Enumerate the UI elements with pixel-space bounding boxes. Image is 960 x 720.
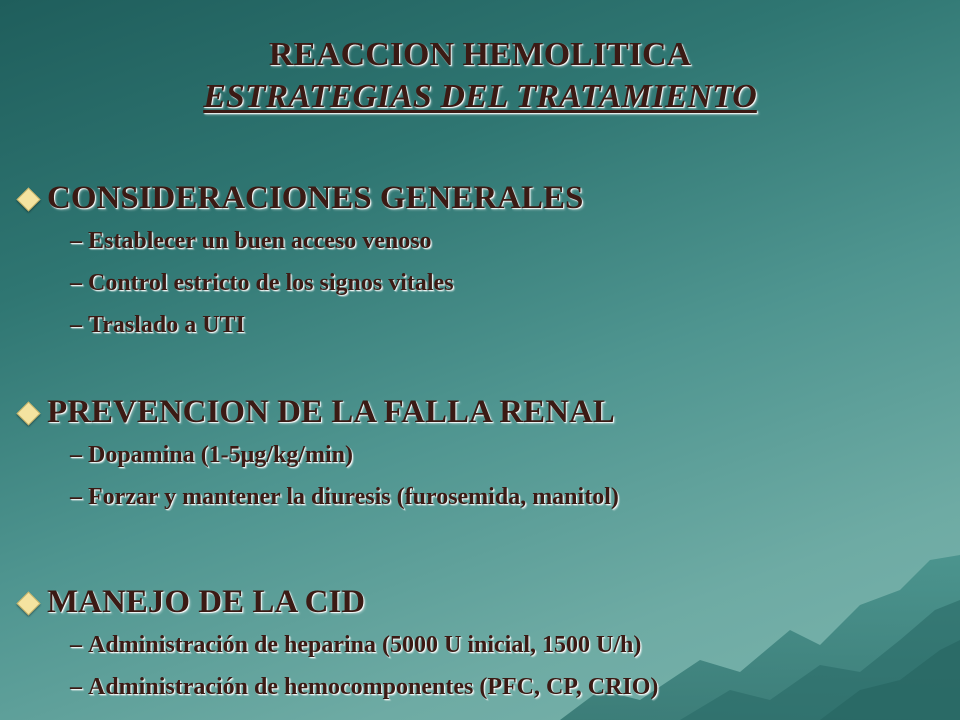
section-heading: [18, 182, 948, 226]
section-consideraciones-generales: [18, 182, 948, 352]
dash-marker: –: [70, 484, 82, 510]
dash-marker: –: [70, 312, 82, 338]
section-prevencion-falla-renal: [18, 396, 948, 524]
list-item: [18, 268, 948, 310]
list-item: [18, 482, 948, 524]
list-item: [18, 440, 948, 482]
slide-title: REACCION HEMOLITICA: [268, 36, 692, 73]
section-heading-text: CONSIDERACIONES GENERALES: [47, 180, 584, 216]
list-item-text: Administración de hemocomponentes (PFC, CP, CRIO): [88, 674, 659, 700]
slide-subtitle: ESTRATEGIAS DEL TRATAMIENTO: [203, 78, 757, 115]
section-heading: [18, 396, 948, 440]
section-heading: [18, 586, 948, 630]
list-item-text: Forzar y mantener la diuresis (furosemida, manitol): [88, 484, 619, 510]
list-item-text: Administración de heparina (5000 U inicial, 1500 U/h): [88, 632, 642, 658]
dash-marker: –: [70, 674, 82, 700]
list-item-text: Establecer un buen acceso venoso: [88, 228, 432, 254]
dash-marker: –: [70, 632, 82, 658]
section-heading-text: MANEJO DE LA CID: [47, 584, 366, 620]
slide-title-block: [0, 34, 960, 118]
list-item: [18, 226, 948, 268]
section-manejo-cid: [18, 586, 948, 714]
list-item-text: Control estricto de los signos vitales: [88, 270, 454, 296]
dash-marker: –: [70, 228, 82, 254]
list-item-text: Traslado a UTI: [88, 312, 245, 338]
dash-marker: –: [70, 270, 82, 296]
dash-marker: –: [70, 442, 82, 468]
list-item: [18, 630, 948, 672]
list-item-text: Dopamina (1-5μg/kg/min): [88, 442, 353, 468]
list-item: [18, 310, 948, 352]
diamond-bullet-icon: [16, 591, 40, 615]
diamond-bullet-icon: [16, 187, 40, 211]
list-item: [18, 672, 948, 714]
diamond-bullet-icon: [16, 401, 40, 425]
section-heading-text: PREVENCION DE LA FALLA RENAL: [47, 394, 615, 430]
